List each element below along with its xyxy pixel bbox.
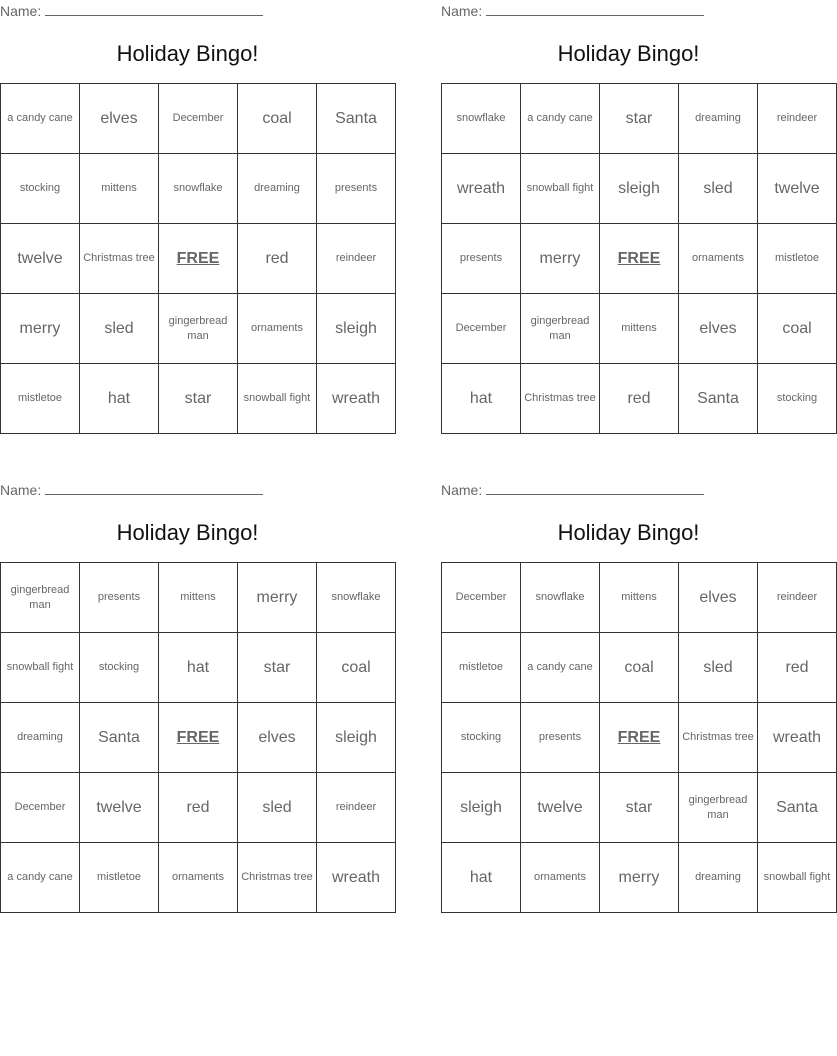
bingo-row [1, 703, 396, 773]
bingo-row [442, 843, 837, 913]
bingo-cell: presents [521, 703, 600, 773]
name-blank-line [486, 3, 704, 16]
name-blank-line [45, 3, 263, 16]
free-space-cell: FREE [600, 224, 679, 294]
bingo-cell: hat [159, 633, 238, 703]
bingo-cell: merry [521, 224, 600, 294]
bingo-cell: reindeer [317, 224, 396, 294]
bingo-row [1, 843, 396, 913]
bingo-cell: star [600, 773, 679, 843]
bingo-cell: snowball fight [521, 154, 600, 224]
bingo-row [1, 224, 396, 294]
bingo-cell: Santa [317, 84, 396, 154]
bingo-cell: wreath [442, 154, 521, 224]
bingo-cell: mittens [159, 563, 238, 633]
bingo-cell: snowball fight [238, 364, 317, 434]
bingo-cell: Santa [679, 364, 758, 434]
bingo-row [1, 84, 396, 154]
bingo-cell: mittens [80, 154, 159, 224]
bingo-cell: star [159, 364, 238, 434]
bingo-cell: snowflake [317, 563, 396, 633]
bingo-cell: December [159, 84, 238, 154]
bingo-cell: gingerbread man [1, 563, 80, 633]
bingo-cell: mistletoe [80, 843, 159, 913]
card-title: Holiday Bingo! [116, 41, 259, 66]
bingo-cell: twelve [521, 773, 600, 843]
bingo-cell: wreath [758, 703, 837, 773]
bingo-cell: snowflake [521, 563, 600, 633]
bingo-cell: reindeer [758, 563, 837, 633]
bingo-cell: presents [317, 154, 396, 224]
bingo-cell: ornaments [238, 294, 317, 364]
free-space-cell: FREE [159, 224, 238, 294]
bingo-cell: gingerbread man [521, 294, 600, 364]
bingo-cell: star [238, 633, 317, 703]
free-space-cell: FREE [600, 703, 679, 773]
bingo-cell: star [600, 84, 679, 154]
bingo-row [442, 294, 837, 364]
bingo-cell: stocking [80, 633, 159, 703]
bingo-cell: a candy cane [521, 84, 600, 154]
bingo-cell: reindeer [758, 84, 837, 154]
bingo-cell: mittens [600, 294, 679, 364]
bingo-grid [441, 83, 837, 434]
bingo-cell: snowball fight [758, 843, 837, 913]
bingo-cell: twelve [1, 224, 80, 294]
bingo-row [442, 364, 837, 434]
bingo-cell: Christmas tree [679, 703, 758, 773]
bingo-row [442, 633, 837, 703]
name-blank-line [45, 482, 263, 495]
bingo-cell: wreath [317, 364, 396, 434]
bingo-cell: hat [442, 843, 521, 913]
bingo-cell: Santa [758, 773, 837, 843]
bingo-cell: red [758, 633, 837, 703]
bingo-cell: sled [238, 773, 317, 843]
bingo-row [1, 773, 396, 843]
bingo-cell: merry [1, 294, 80, 364]
bingo-cell: reindeer [317, 773, 396, 843]
bingo-row [442, 773, 837, 843]
bingo-cell: dreaming [238, 154, 317, 224]
bingo-cell: elves [238, 703, 317, 773]
card-title: Holiday Bingo! [557, 520, 700, 545]
bingo-cell: sleigh [600, 154, 679, 224]
bingo-cell: coal [758, 294, 837, 364]
bingo-cell: stocking [758, 364, 837, 434]
bingo-cell: mistletoe [758, 224, 837, 294]
bingo-cell: snowball fight [1, 633, 80, 703]
bingo-cell: ornaments [679, 224, 758, 294]
bingo-cell: a candy cane [1, 843, 80, 913]
bingo-cell: merry [238, 563, 317, 633]
bingo-cell: coal [317, 633, 396, 703]
bingo-row [442, 703, 837, 773]
bingo-cell: red [600, 364, 679, 434]
card-title: Holiday Bingo! [557, 41, 700, 66]
bingo-row [1, 294, 396, 364]
name-label: Name: [0, 482, 42, 498]
bingo-grid [0, 562, 396, 913]
bingo-cell: Christmas tree [80, 224, 159, 294]
bingo-cell: twelve [80, 773, 159, 843]
name-label: Name: [0, 3, 42, 19]
bingo-row [442, 84, 837, 154]
name-label: Name: [441, 482, 483, 498]
bingo-cell: hat [80, 364, 159, 434]
bingo-cell: twelve [758, 154, 837, 224]
name-field [0, 3, 263, 19]
bingo-cell: sleigh [317, 703, 396, 773]
bingo-cell: coal [600, 633, 679, 703]
bingo-cell: a candy cane [1, 84, 80, 154]
bingo-grid [0, 83, 396, 434]
bingo-row [1, 633, 396, 703]
bingo-cell: ornaments [159, 843, 238, 913]
name-field [441, 482, 704, 498]
bingo-cell: Santa [80, 703, 159, 773]
bingo-cell: dreaming [1, 703, 80, 773]
bingo-row [442, 154, 837, 224]
bingo-cell: gingerbread man [679, 773, 758, 843]
card-title: Holiday Bingo! [116, 520, 259, 545]
bingo-cell: sled [679, 633, 758, 703]
bingo-cell: sled [80, 294, 159, 364]
bingo-cell: sleigh [442, 773, 521, 843]
bingo-cell: December [1, 773, 80, 843]
bingo-row [1, 563, 396, 633]
bingo-cell: December [442, 294, 521, 364]
bingo-cell: dreaming [679, 843, 758, 913]
bingo-cell: presents [442, 224, 521, 294]
bingo-cell: wreath [317, 843, 396, 913]
bingo-cell: red [159, 773, 238, 843]
bingo-cell: red [238, 224, 317, 294]
bingo-cell: mistletoe [1, 364, 80, 434]
bingo-row [1, 364, 396, 434]
bingo-row [442, 224, 837, 294]
bingo-cell: snowflake [442, 84, 521, 154]
bingo-cell: December [442, 563, 521, 633]
bingo-cell: dreaming [679, 84, 758, 154]
bingo-cell: mittens [600, 563, 679, 633]
name-field [441, 3, 704, 19]
bingo-row [1, 154, 396, 224]
bingo-row [442, 563, 837, 633]
bingo-cell: sleigh [317, 294, 396, 364]
bingo-cell: elves [679, 294, 758, 364]
name-field [0, 482, 263, 498]
bingo-grid [441, 562, 837, 913]
bingo-cell: mistletoe [442, 633, 521, 703]
bingo-cell: coal [238, 84, 317, 154]
name-blank-line [486, 482, 704, 495]
bingo-cell: elves [80, 84, 159, 154]
bingo-cell: hat [442, 364, 521, 434]
bingo-cell: ornaments [521, 843, 600, 913]
bingo-cell: Christmas tree [521, 364, 600, 434]
bingo-cell: stocking [1, 154, 80, 224]
bingo-cell: elves [679, 563, 758, 633]
bingo-cell: presents [80, 563, 159, 633]
bingo-cell: merry [600, 843, 679, 913]
name-label: Name: [441, 3, 483, 19]
free-space-cell: FREE [159, 703, 238, 773]
bingo-cell: stocking [442, 703, 521, 773]
bingo-cell: Christmas tree [238, 843, 317, 913]
bingo-cell: a candy cane [521, 633, 600, 703]
bingo-cell: gingerbread man [159, 294, 238, 364]
bingo-cell: sled [679, 154, 758, 224]
bingo-cell: snowflake [159, 154, 238, 224]
